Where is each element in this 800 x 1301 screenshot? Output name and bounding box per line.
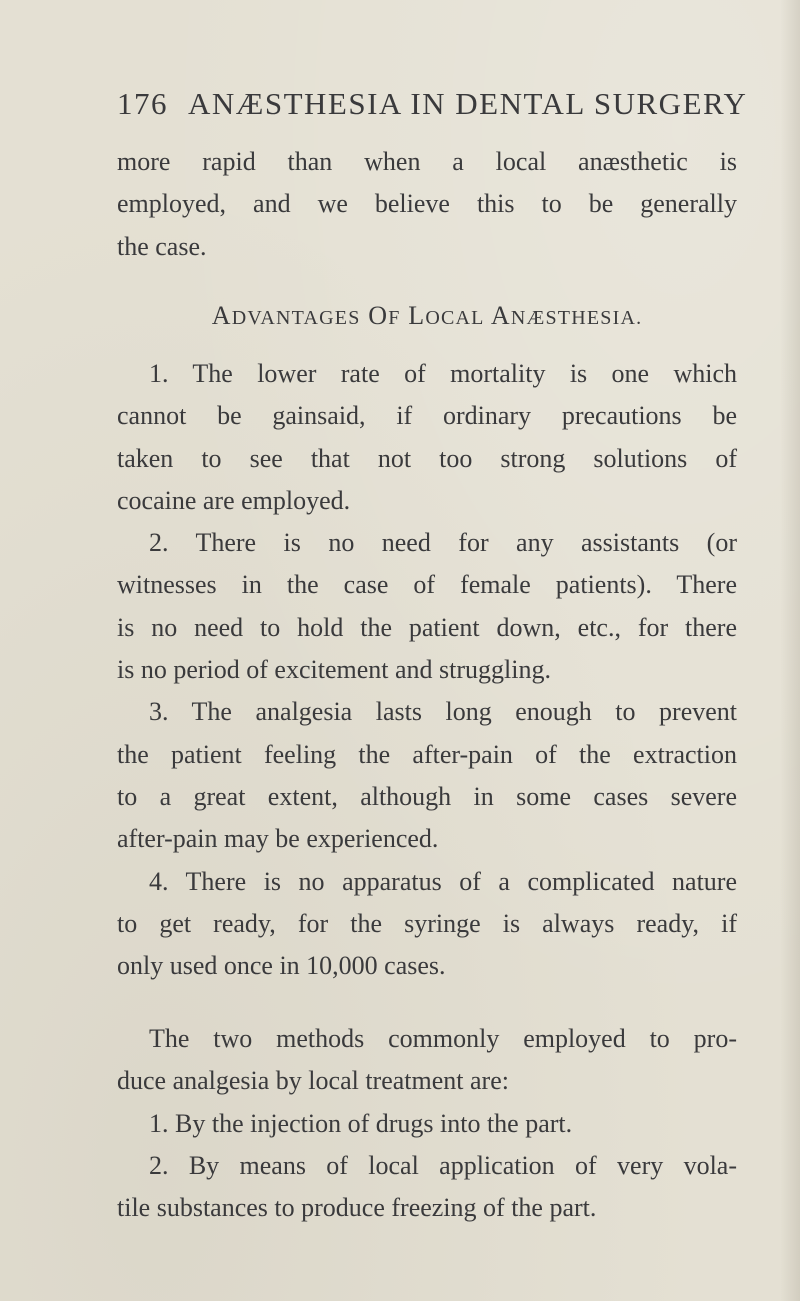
text-line: cocaine are employed. [117, 485, 351, 515]
methods-paragraph [117, 1018, 737, 1229]
section-heading: ADVANTAGES OF LOCAL ANÆSTHESIA. [211, 301, 643, 330]
text-line: 1. The lower rate of mortality is one which [149, 359, 737, 388]
text-line: taken to see that not too strong solutions of [117, 443, 737, 473]
continuation-paragraph [117, 141, 737, 268]
text-line: is no period of excitement and struggling. [117, 655, 551, 685]
text-line: the case. [117, 231, 207, 261]
text-line: more rapid than when a local anæsthetic is [117, 147, 737, 176]
running-title: ANÆSTHESIA IN DENTAL SURGERY [188, 86, 748, 121]
text-line: the patient feeling the after-pain of the extraction [117, 739, 737, 769]
text-line: only used once in 10,000 cases. [117, 951, 446, 981]
text-line: cannot be gainsaid, if ordinary precautions be [117, 401, 737, 431]
text-line: 2. By means of local application of very vola- [149, 1150, 737, 1180]
page-number: 176 [117, 86, 168, 121]
text-line: 1. By the injection of drugs into the part. [149, 1108, 573, 1138]
text-line: employed, and we believe this to be generally [117, 189, 737, 219]
advantages-list [117, 353, 737, 987]
page-edge-shadow [780, 0, 800, 1301]
text-line: 4. There is no apparatus of a complicated nature [149, 866, 737, 896]
text-line: is no need to hold the patient down, etc., for there [117, 612, 737, 642]
text-line: The two methods commonly employed to pro- [149, 1024, 737, 1053]
text-line: after-pain may be experienced. [117, 824, 439, 854]
text-line: 3. The analgesia lasts long enough to prevent [149, 697, 737, 727]
text-line: 2. There is no need for any assistants (or [149, 528, 737, 558]
text-line: duce analgesia by local treatment are: [117, 1066, 509, 1096]
text-line: witnesses in the case of female patients). There [117, 570, 737, 600]
running-head [117, 86, 748, 121]
text-line: to get ready, for the syringe is always ready, if [117, 908, 737, 938]
text-line: tile substances to produce freezing of the part. [117, 1193, 597, 1223]
text-line: to a great extent, although in some cases severe [117, 781, 737, 811]
